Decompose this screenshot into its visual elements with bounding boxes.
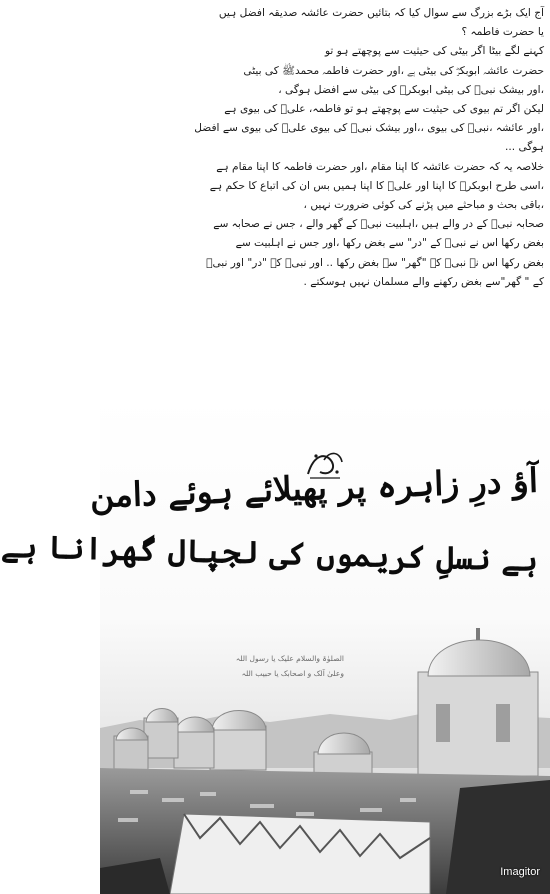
- poster-image: [0, 398, 550, 894]
- article-line-3: کہنے لگے بیٹا اگر بیٹی کی حیثیت سے پوچھتے ہو تو: [324, 45, 544, 58]
- watermark-text: Imagitor: [500, 866, 540, 878]
- mosque-domes-cemetery-photo: [100, 608, 550, 894]
- article-line-11: ،باقی بحث و مباحثے میں پڑنے کی کوئی ضرورت نہیں ،: [303, 199, 544, 212]
- article-line-14: بغض رکھا اس نے نبیؐ کے "گھر" سے بغض رکھا .. اور نبیؐ کے "در" اور نبیؐ: [206, 256, 544, 269]
- article-line-4: حضرت عائشہ ابوبکرؓ کی بیٹی ہے ،اور حضرت فاطمہ محمدﷺ کی بیٹی: [243, 64, 544, 77]
- article-line-1: آج ایک بڑے بزرگ سے سوال کیا کہ بتائیں حضرت عائشہ صدیقہ افضل ہیں: [218, 7, 544, 19]
- article-line-13: بغض رکھا اس نے نبیؐ کے "در" سے بغض رکھا ،اور جس نے اہلبیت سے: [235, 237, 544, 250]
- article-line-8: ہوگی ...: [504, 141, 544, 154]
- article-line-6: لیکن اگر تم بیوی کی حیثیت سے پوچھتے ہو تو فاطمہ، علیؑ کی بیوی ہے: [224, 103, 544, 116]
- article-line-9: خلاصہ یہ کہ حضرت عائشہ کا اپنا مقام ،اور حضرت فاطمہ کا اپنا مقام ہے: [216, 160, 544, 173]
- article-line-5: ،اور بیشک نبیؐ کی بیٹی ابوبکرؓ کی بیٹی سے افضل ہوگی ،: [278, 83, 544, 96]
- article-line-7: ،اور عائشہ ،نبیؐ کی بیوی ،،اور بیشک نبیؐ کی بیوی علیؑ کی بیوی سے افضل: [194, 122, 544, 135]
- salutation-line-2: وعلیٰ آلک و اصحابک یا حبیب اللہ: [241, 669, 344, 678]
- calligraphy-line-1: آؤ درِ زاہرہ پر پھیلائے ہوئے دامن: [89, 460, 539, 516]
- calligraphy-line-2: ہے نسلِ کریموں کی لجپال گھرانا ہے: [0, 528, 539, 579]
- article-text: [106, 4, 544, 390]
- article-line-12: صحابہ نبیؐ کے در والے ہیں ،اہلبیت نبیؐ کے گھر والے ، جس نے صحابہ سے: [213, 218, 544, 231]
- article-line-2: یا حضرت فاطمہ ؟: [461, 26, 544, 39]
- salutation-line-1: الصلوٰۃ والسلام علیک یا رسول اللہ: [235, 654, 344, 663]
- article-line-10: ،اسی طرح ابوبکرؓ کا اپنا اور علیؑ کا اپنا ہمیں بس ان کی اتباع کا حکم ہے: [209, 179, 544, 192]
- article-line-15: کے " گھر"سے بغض رکھنے والے مسلمان نہیں ہوسکتے .: [303, 275, 544, 288]
